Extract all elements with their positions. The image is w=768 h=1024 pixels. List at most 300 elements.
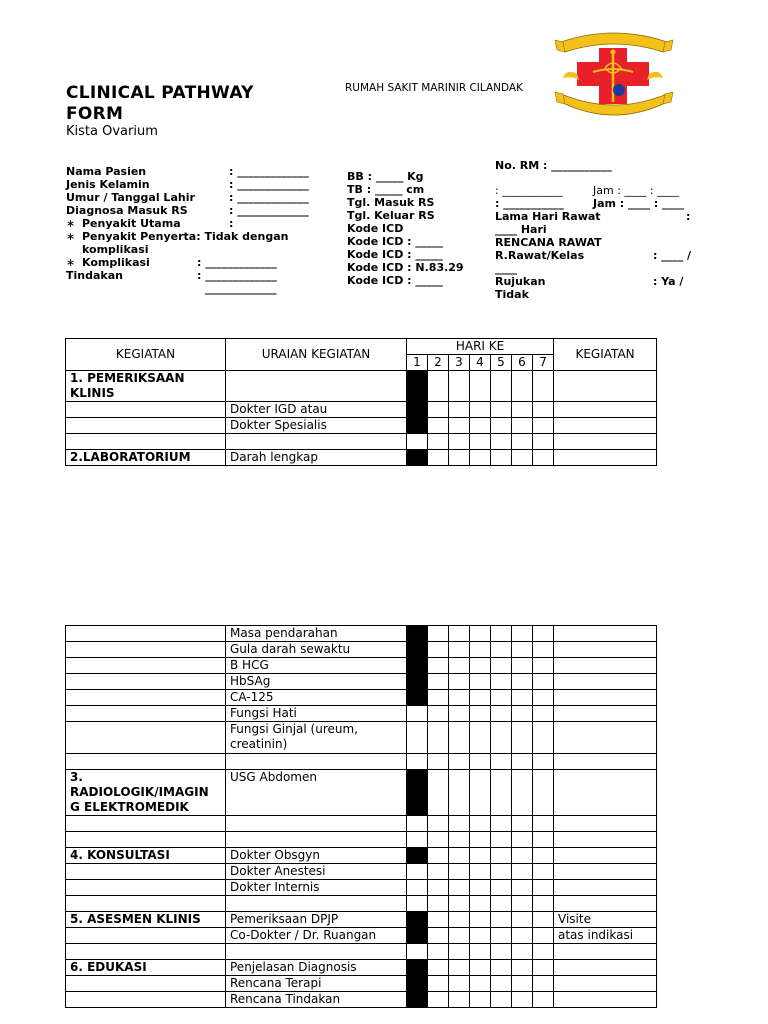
day-cell[interactable] bbox=[533, 770, 554, 816]
day-cell[interactable] bbox=[533, 690, 554, 706]
tgl-masuk-value[interactable]: : ___________ bbox=[495, 184, 563, 197]
no-rm-field[interactable]: No. RM : ___________ bbox=[495, 159, 612, 172]
day-cell[interactable] bbox=[470, 371, 491, 402]
day-cell[interactable] bbox=[407, 658, 428, 674]
day-cell[interactable] bbox=[491, 642, 512, 658]
kegiatan-cell bbox=[66, 754, 226, 770]
kegiatan-note-cell bbox=[554, 770, 657, 816]
pathway-table-top bbox=[65, 338, 657, 466]
penyakit-utama-label: Penyakit Utama bbox=[82, 217, 181, 230]
kode-icd-field[interactable]: Kode ICD : _____ bbox=[347, 248, 443, 261]
kegiatan-cell bbox=[66, 690, 226, 706]
day-header: 7 bbox=[533, 355, 554, 371]
day-cell[interactable] bbox=[491, 658, 512, 674]
day-cell[interactable] bbox=[407, 864, 428, 880]
rujukan-value[interactable]: : Ya / bbox=[653, 275, 684, 288]
penyakit-penyerta-label: Penyakit Penyerta: Tidak dengan bbox=[82, 230, 289, 243]
day-cell[interactable] bbox=[428, 418, 449, 434]
day-cell[interactable] bbox=[407, 434, 428, 450]
kegiatan-cell: 1. PEMERIKSAAN KLINIS bbox=[66, 371, 226, 402]
day-cell[interactable] bbox=[449, 896, 470, 912]
day-cell[interactable] bbox=[491, 722, 512, 754]
day-cell[interactable] bbox=[512, 896, 533, 912]
day-cell[interactable] bbox=[533, 960, 554, 976]
kegiatan-note-cell bbox=[554, 848, 657, 864]
patient-info-col2 bbox=[347, 170, 464, 287]
day-cell[interactable] bbox=[512, 912, 533, 928]
day-cell[interactable] bbox=[428, 960, 449, 976]
day-cell[interactable] bbox=[533, 450, 554, 466]
day-cell[interactable] bbox=[449, 722, 470, 754]
day-cell[interactable] bbox=[512, 402, 533, 418]
day-cell[interactable] bbox=[428, 690, 449, 706]
day-cell[interactable] bbox=[470, 976, 491, 992]
day-cell[interactable] bbox=[512, 674, 533, 690]
day-cell[interactable] bbox=[428, 928, 449, 944]
day-cell[interactable] bbox=[407, 642, 428, 658]
bb-field[interactable]: BB : _____ Kg bbox=[347, 170, 424, 183]
day-cell[interactable] bbox=[407, 992, 428, 1008]
day-cell[interactable] bbox=[533, 912, 554, 928]
day-cell[interactable] bbox=[491, 816, 512, 832]
uraian-cell: Pemeriksaan DPJP bbox=[226, 912, 407, 928]
day-cell[interactable] bbox=[491, 674, 512, 690]
day-cell[interactable] bbox=[470, 706, 491, 722]
day-cell[interactable] bbox=[491, 626, 512, 642]
rujukan-label: Rujukan bbox=[495, 275, 546, 288]
day-cell[interactable] bbox=[407, 402, 428, 418]
day-cell[interactable] bbox=[470, 880, 491, 896]
kegiatan-note-cell bbox=[554, 832, 657, 848]
penyakit-penyerta-line2: komplikasi bbox=[82, 243, 149, 256]
tindakan-value-2[interactable]: _____________ bbox=[205, 282, 277, 295]
day-cell[interactable] bbox=[533, 944, 554, 960]
kegiatan-note-cell bbox=[554, 371, 657, 402]
day-cell[interactable] bbox=[428, 880, 449, 896]
day-cell[interactable] bbox=[407, 976, 428, 992]
tgl-keluar-label: Tgl. Keluar RS bbox=[347, 209, 435, 222]
kegiatan-note-cell bbox=[554, 754, 657, 770]
day-cell[interactable] bbox=[407, 418, 428, 434]
uraian-cell bbox=[226, 434, 407, 450]
day-cell[interactable] bbox=[470, 418, 491, 434]
day-cell[interactable] bbox=[512, 642, 533, 658]
table-row bbox=[66, 848, 657, 864]
day-cell[interactable] bbox=[533, 434, 554, 450]
day-cell[interactable] bbox=[491, 402, 512, 418]
day-cell[interactable] bbox=[449, 706, 470, 722]
day-cell[interactable] bbox=[491, 912, 512, 928]
table-row bbox=[66, 928, 657, 944]
day-cell[interactable] bbox=[533, 674, 554, 690]
day-cell[interactable] bbox=[428, 402, 449, 418]
kegiatan-note-cell bbox=[554, 976, 657, 992]
rujukan-tidak[interactable]: Tidak bbox=[495, 288, 529, 301]
day-cell[interactable] bbox=[428, 864, 449, 880]
kegiatan-cell bbox=[66, 832, 226, 848]
day-cell[interactable] bbox=[512, 371, 533, 402]
day-cell[interactable] bbox=[407, 690, 428, 706]
uraian-cell: Fungsi Ginjal (ureum, creatinin) bbox=[226, 722, 407, 754]
day-cell[interactable] bbox=[533, 626, 554, 642]
day-cell[interactable] bbox=[491, 976, 512, 992]
table-row bbox=[66, 960, 657, 976]
day-cell[interactable] bbox=[449, 418, 470, 434]
day-cell[interactable] bbox=[470, 754, 491, 770]
day-cell[interactable] bbox=[449, 674, 470, 690]
uraian-cell: Dokter Spesialis bbox=[226, 418, 407, 434]
uraian-cell: Dokter Internis bbox=[226, 880, 407, 896]
hospital-logo bbox=[553, 28, 675, 120]
day-cell[interactable] bbox=[533, 722, 554, 754]
day-cell[interactable] bbox=[407, 832, 428, 848]
kode-icd-field[interactable]: Kode ICD : _____ bbox=[347, 274, 443, 287]
day-cell[interactable] bbox=[512, 960, 533, 976]
day-cell[interactable] bbox=[428, 450, 449, 466]
day-cell[interactable] bbox=[470, 722, 491, 754]
table-row bbox=[66, 642, 657, 658]
day-cell[interactable] bbox=[491, 754, 512, 770]
day-cell[interactable] bbox=[533, 816, 554, 832]
day-cell[interactable] bbox=[407, 706, 428, 722]
table-row bbox=[66, 450, 657, 466]
day-cell[interactable] bbox=[449, 770, 470, 816]
day-cell[interactable] bbox=[449, 864, 470, 880]
day-cell[interactable] bbox=[533, 832, 554, 848]
bullet-icon: ∗ bbox=[66, 230, 76, 243]
day-cell[interactable] bbox=[470, 992, 491, 1008]
uraian-cell bbox=[226, 832, 407, 848]
day-header: 5 bbox=[491, 355, 512, 371]
day-cell[interactable] bbox=[491, 848, 512, 864]
kegiatan-note-cell bbox=[554, 658, 657, 674]
day-cell[interactable] bbox=[428, 770, 449, 816]
day-cell[interactable] bbox=[512, 658, 533, 674]
day-cell[interactable] bbox=[428, 912, 449, 928]
kode-icd-field[interactable]: Kode ICD : N.83.29 bbox=[347, 261, 464, 274]
uraian-cell: Rencana Tindakan bbox=[226, 992, 407, 1008]
kegiatan-note-cell bbox=[554, 674, 657, 690]
uraian-cell bbox=[226, 816, 407, 832]
day-cell[interactable] bbox=[512, 864, 533, 880]
komplikasi-value[interactable]: : _____________ bbox=[197, 256, 277, 269]
kegiatan-cell bbox=[66, 976, 226, 992]
kegiatan-note-cell bbox=[554, 642, 657, 658]
uraian-cell: Fungsi Hati bbox=[226, 706, 407, 722]
day-cell[interactable] bbox=[512, 706, 533, 722]
day-cell[interactable] bbox=[407, 722, 428, 754]
day-cell[interactable] bbox=[470, 642, 491, 658]
day-cell[interactable] bbox=[533, 928, 554, 944]
ruang-rawat-label: R.Rawat/Kelas bbox=[495, 249, 585, 262]
day-cell[interactable] bbox=[407, 960, 428, 976]
day-cell[interactable] bbox=[533, 896, 554, 912]
day-cell[interactable] bbox=[470, 626, 491, 642]
day-cell[interactable] bbox=[491, 418, 512, 434]
kegiatan-note-cell bbox=[554, 418, 657, 434]
table-row bbox=[66, 896, 657, 912]
lama-hari-rawat-label: Lama Hari Rawat bbox=[495, 210, 601, 223]
day-header: 3 bbox=[449, 355, 470, 371]
day-cell[interactable] bbox=[449, 434, 470, 450]
bullet-icon: ∗ bbox=[66, 256, 76, 269]
day-cell[interactable] bbox=[449, 642, 470, 658]
day-cell[interactable] bbox=[428, 722, 449, 754]
table-row bbox=[66, 674, 657, 690]
day-cell[interactable] bbox=[449, 832, 470, 848]
day-cell[interactable] bbox=[428, 848, 449, 864]
day-cell[interactable] bbox=[428, 832, 449, 848]
day-cell[interactable] bbox=[407, 896, 428, 912]
day-cell[interactable] bbox=[428, 658, 449, 674]
day-cell[interactable] bbox=[491, 880, 512, 896]
day-cell[interactable] bbox=[407, 928, 428, 944]
day-cell[interactable] bbox=[449, 928, 470, 944]
kegiatan-note-cell bbox=[554, 944, 657, 960]
kegiatan-note-cell bbox=[554, 816, 657, 832]
day-cell[interactable] bbox=[533, 754, 554, 770]
form-title-line1: CLINICAL PATHWAY bbox=[66, 83, 254, 103]
hari-field[interactable]: ____ Hari bbox=[495, 223, 547, 236]
table-row bbox=[66, 912, 657, 928]
day-cell[interactable] bbox=[491, 832, 512, 848]
day-cell[interactable] bbox=[449, 690, 470, 706]
day-cell[interactable] bbox=[407, 770, 428, 816]
day-cell[interactable] bbox=[512, 816, 533, 832]
day-cell[interactable] bbox=[470, 658, 491, 674]
day-cell[interactable] bbox=[449, 960, 470, 976]
kegiatan-cell bbox=[66, 816, 226, 832]
day-cell[interactable] bbox=[533, 880, 554, 896]
ruang-rawat-value[interactable]: : ____ / bbox=[653, 249, 692, 262]
day-cell[interactable] bbox=[491, 960, 512, 976]
day-cell[interactable] bbox=[449, 944, 470, 960]
tb-field[interactable]: TB : _____ cm bbox=[347, 183, 425, 196]
form-title-line2: FORM bbox=[66, 104, 124, 124]
table-row bbox=[66, 816, 657, 832]
day-cell[interactable] bbox=[428, 626, 449, 642]
tindakan-label: Tindakan bbox=[66, 269, 123, 282]
day-cell[interactable] bbox=[428, 992, 449, 1008]
day-cell[interactable] bbox=[491, 864, 512, 880]
day-cell[interactable] bbox=[512, 690, 533, 706]
day-cell[interactable] bbox=[533, 371, 554, 402]
day-cell[interactable] bbox=[491, 928, 512, 944]
day-cell[interactable] bbox=[512, 418, 533, 434]
day-cell[interactable] bbox=[512, 754, 533, 770]
uraian-cell: Masa pendarahan bbox=[226, 626, 407, 642]
day-cell[interactable] bbox=[512, 722, 533, 754]
day-cell[interactable] bbox=[533, 976, 554, 992]
day-cell[interactable] bbox=[512, 992, 533, 1008]
day-cell[interactable] bbox=[449, 848, 470, 864]
day-cell[interactable] bbox=[512, 626, 533, 642]
day-cell[interactable] bbox=[470, 944, 491, 960]
day-cell[interactable] bbox=[470, 674, 491, 690]
day-cell[interactable] bbox=[407, 674, 428, 690]
day-cell[interactable] bbox=[491, 706, 512, 722]
table-row bbox=[66, 418, 657, 434]
uraian-cell bbox=[226, 896, 407, 912]
day-cell[interactable] bbox=[449, 976, 470, 992]
day-cell[interactable] bbox=[428, 706, 449, 722]
day-cell[interactable] bbox=[428, 976, 449, 992]
day-cell[interactable] bbox=[491, 371, 512, 402]
day-cell[interactable] bbox=[407, 880, 428, 896]
day-cell[interactable] bbox=[470, 770, 491, 816]
day-cell[interactable] bbox=[470, 832, 491, 848]
day-cell[interactable] bbox=[533, 658, 554, 674]
day-cell[interactable] bbox=[512, 944, 533, 960]
ruang-rawat-blank[interactable]: ____ bbox=[495, 262, 517, 275]
day-cell[interactable] bbox=[428, 944, 449, 960]
kegiatan-cell bbox=[66, 706, 226, 722]
kegiatan-note-cell bbox=[554, 960, 657, 976]
day-cell[interactable] bbox=[491, 992, 512, 1008]
day-cell[interactable] bbox=[449, 626, 470, 642]
day-header: 4 bbox=[470, 355, 491, 371]
kegiatan-note-cell bbox=[554, 706, 657, 722]
lama-hari-colon: : bbox=[686, 210, 691, 223]
day-cell[interactable] bbox=[470, 928, 491, 944]
day-header: 2 bbox=[428, 355, 449, 371]
day-cell[interactable] bbox=[512, 976, 533, 992]
tgl-keluar-value[interactable]: : ___________ bbox=[495, 197, 564, 210]
day-cell[interactable] bbox=[491, 434, 512, 450]
day-cell[interactable] bbox=[470, 864, 491, 880]
day-cell[interactable] bbox=[512, 928, 533, 944]
kegiatan-cell bbox=[66, 418, 226, 434]
day-cell[interactable] bbox=[491, 944, 512, 960]
day-cell[interactable] bbox=[428, 896, 449, 912]
table-row bbox=[66, 864, 657, 880]
day-cell[interactable] bbox=[407, 754, 428, 770]
tindakan-value[interactable]: : _____________ bbox=[197, 269, 277, 282]
tgl-masuk-label: Tgl. Masuk RS bbox=[347, 196, 435, 209]
day-cell[interactable] bbox=[533, 848, 554, 864]
kegiatan-note-cell bbox=[554, 626, 657, 642]
day-cell[interactable] bbox=[428, 816, 449, 832]
day-cell[interactable] bbox=[533, 402, 554, 418]
patient-info-col3 bbox=[495, 159, 695, 301]
jam-keluar-field[interactable]: Jam : ____ : ____ bbox=[593, 197, 685, 210]
day-cell[interactable] bbox=[470, 896, 491, 912]
kegiatan-note-cell: atas indikasi bbox=[554, 928, 657, 944]
day-cell[interactable] bbox=[470, 912, 491, 928]
table-row bbox=[66, 722, 657, 754]
day-cell[interactable] bbox=[491, 450, 512, 466]
day-cell[interactable] bbox=[449, 658, 470, 674]
field-value[interactable]: : _____________ bbox=[229, 191, 309, 204]
day-cell[interactable] bbox=[407, 848, 428, 864]
kegiatan-cell bbox=[66, 896, 226, 912]
uraian-cell: Gula darah sewaktu bbox=[226, 642, 407, 658]
day-cell[interactable] bbox=[470, 450, 491, 466]
day-cell[interactable] bbox=[512, 450, 533, 466]
field-value[interactable]: : _____________ bbox=[229, 178, 309, 191]
form-subtitle: Kista Ovarium bbox=[66, 124, 158, 139]
kegiatan-cell bbox=[66, 434, 226, 450]
day-cell[interactable] bbox=[512, 880, 533, 896]
uraian-cell bbox=[226, 944, 407, 960]
day-cell[interactable] bbox=[449, 371, 470, 402]
uraian-cell: B HCG bbox=[226, 658, 407, 674]
uraian-cell bbox=[226, 754, 407, 770]
table-row bbox=[66, 371, 657, 402]
day-cell[interactable] bbox=[428, 642, 449, 658]
day-header: 6 bbox=[512, 355, 533, 371]
kegiatan-note-cell bbox=[554, 864, 657, 880]
day-cell[interactable] bbox=[428, 754, 449, 770]
day-cell[interactable] bbox=[449, 816, 470, 832]
uraian-cell: Dokter Anestesi bbox=[226, 864, 407, 880]
day-cell[interactable] bbox=[449, 992, 470, 1008]
day-cell[interactable] bbox=[470, 434, 491, 450]
kode-icd-field[interactable]: Kode ICD : _____ bbox=[347, 235, 443, 248]
table-row bbox=[66, 754, 657, 770]
header-uraian: URAIAN KEGIATAN bbox=[226, 339, 407, 371]
day-cell[interactable] bbox=[533, 864, 554, 880]
day-cell[interactable] bbox=[491, 770, 512, 816]
kegiatan-cell: 2.LABORATORIUM bbox=[66, 450, 226, 466]
day-cell[interactable] bbox=[428, 674, 449, 690]
day-cell[interactable] bbox=[470, 690, 491, 706]
day-cell[interactable] bbox=[533, 706, 554, 722]
uraian-cell: CA-125 bbox=[226, 690, 407, 706]
day-cell[interactable] bbox=[407, 450, 428, 466]
day-cell[interactable] bbox=[407, 371, 428, 402]
day-cell[interactable] bbox=[512, 770, 533, 816]
day-cell[interactable] bbox=[449, 880, 470, 896]
kegiatan-note-cell bbox=[554, 722, 657, 754]
day-cell[interactable] bbox=[449, 912, 470, 928]
field-value[interactable]: : _____________ bbox=[229, 165, 309, 178]
day-cell[interactable] bbox=[533, 418, 554, 434]
kegiatan-cell bbox=[66, 864, 226, 880]
kegiatan-note-cell bbox=[554, 434, 657, 450]
day-cell[interactable] bbox=[512, 832, 533, 848]
day-cell[interactable] bbox=[470, 816, 491, 832]
day-cell[interactable] bbox=[449, 402, 470, 418]
day-cell[interactable] bbox=[428, 371, 449, 402]
day-cell[interactable] bbox=[491, 896, 512, 912]
day-cell[interactable] bbox=[512, 434, 533, 450]
day-cell[interactable] bbox=[407, 912, 428, 928]
kegiatan-note-cell bbox=[554, 896, 657, 912]
day-cell[interactable] bbox=[470, 848, 491, 864]
day-cell[interactable] bbox=[491, 690, 512, 706]
day-cell[interactable] bbox=[407, 944, 428, 960]
day-cell[interactable] bbox=[449, 450, 470, 466]
day-cell[interactable] bbox=[470, 960, 491, 976]
table-row bbox=[66, 944, 657, 960]
day-cell[interactable] bbox=[407, 816, 428, 832]
field-value[interactable]: : _____________ bbox=[229, 204, 309, 217]
day-cell[interactable] bbox=[470, 402, 491, 418]
table-row bbox=[66, 658, 657, 674]
day-cell[interactable] bbox=[449, 754, 470, 770]
jam-masuk-field[interactable]: Jam : ____ : ____ bbox=[593, 184, 680, 197]
day-cell[interactable] bbox=[428, 434, 449, 450]
header-hari-ke: HARI KE bbox=[407, 339, 554, 355]
day-cell[interactable] bbox=[512, 848, 533, 864]
uraian-cell: Rencana Terapi bbox=[226, 976, 407, 992]
day-cell[interactable] bbox=[407, 626, 428, 642]
day-cell[interactable] bbox=[533, 992, 554, 1008]
pathway-table-bottom bbox=[65, 625, 657, 1008]
bullet-icon: ∗ bbox=[66, 217, 76, 230]
day-cell[interactable] bbox=[533, 642, 554, 658]
